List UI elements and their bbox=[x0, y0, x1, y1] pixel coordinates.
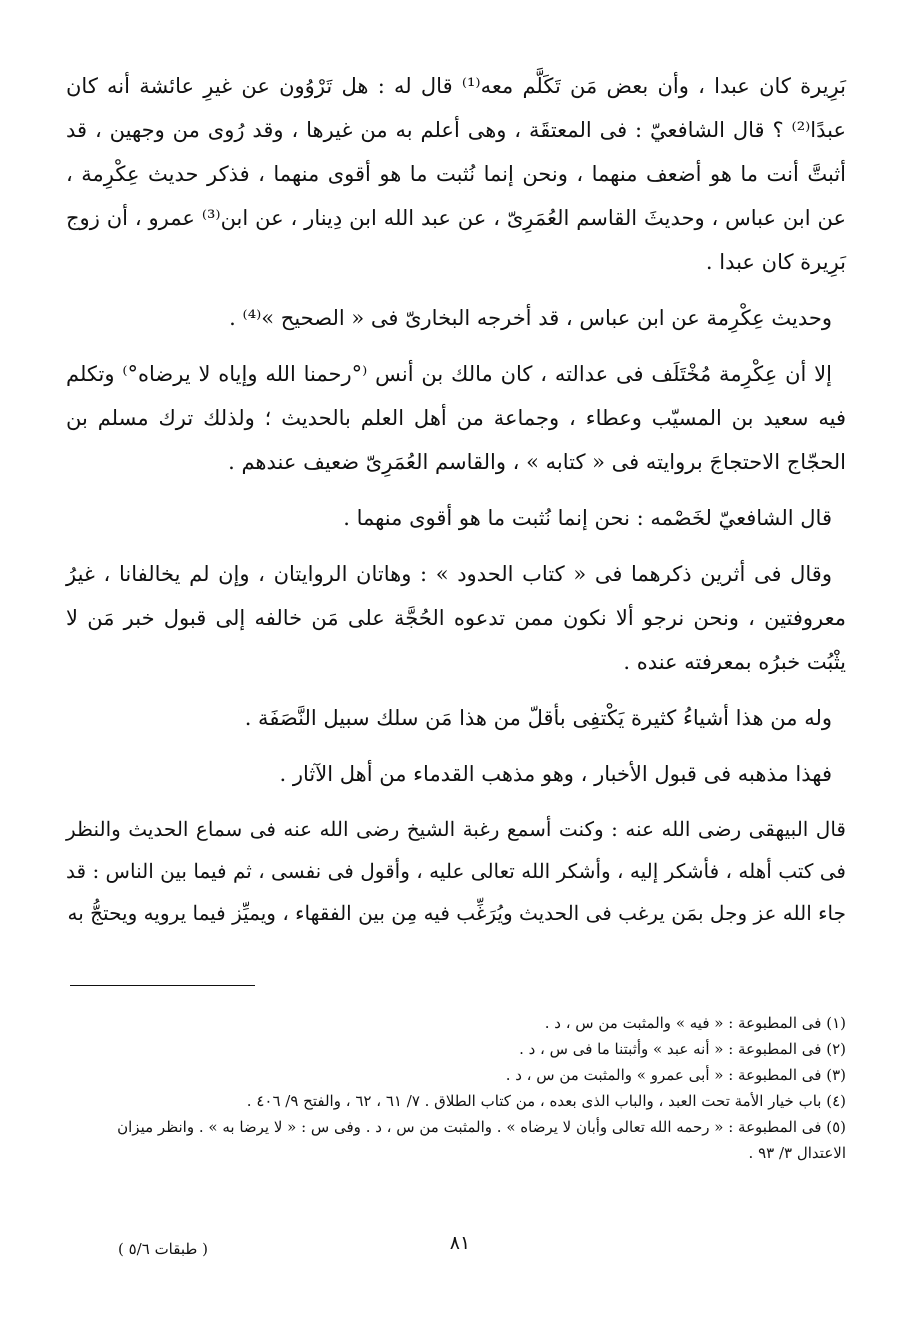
paragraph-5: وقال فى أثرين ذكرهما فى « كتاب الحدود » : وهاتان الروايتان ، وإن لم يخالفانا ، غيرُ معروفتين ، ونحن نرجو ألا نكون ممن تدعوه الحُجَّة على مَن خالفه إلى قبول خبر مَن لا يثْبُت خبرُه بمعرفته عنده . bbox=[66, 562, 846, 674]
footnotes bbox=[66, 1010, 846, 1166]
paragraph-2: وحديث عِكْرِمة عن ابن عباس ، قد أخرجه البخارىّ فى « الصحيح »⁽⁴⁾ . bbox=[229, 306, 832, 330]
footnote-4: (٤) باب خيار الأمة تحت العبد ، والباب الذى بعده ، من كتاب الطلاق . ٧/ ٦١ ، ٦٢ ، والفتح ٩/ ٤٠٦ . bbox=[246, 1092, 846, 1110]
paragraph-3: إلا أن عِكْرِمة مُخْتَلَف فى عدالته ، كان مالك بن أنس ⁽°رحمنا الله وإياه لا يرضاه°⁾ وتكلم فيه سعيد بن المسيّب وعطاء ، وجماعة من أهل العلم بالحديث ؛ ولذلك ترك مسلم بن الحجّاج الاحتجاجَ بروايته فى « كتابه » ، والقاسم العُمَرِىّ ضعيف عندهم . bbox=[66, 362, 846, 474]
main-text bbox=[66, 64, 846, 946]
paragraph-8: قال البيهقى رضى الله عنه : وكنت أسمع رغبة الشيخ رضى الله عنه فى سماع الحديث والنظر فى كتب أهله ، فأشكر إليه ، وأشكر الله تعالى عليه ، وأقول فى نفسى ، ثم فيما بين الناس : قد جاء الله عز وجل بمَن يرغب فى الحديث ويُرَغِّب فيه مِن بين الفقهاء ، ويميِّز فيما يرويه ويحتجُّ به bbox=[66, 817, 846, 925]
signature-mark: ( طبقات ٥/٦ ) bbox=[118, 1240, 208, 1258]
footnote-1: (١) فى المطبوعة : « فيه » والمثبت من س ، د . bbox=[544, 1014, 846, 1032]
paragraph-1: بَرِيرة كان عبدا ، وأن بعض مَن تَكَلَّم معه⁽¹⁾ قال له : هل تَرْوُون عن غيرِ عائشة أنه كان عبدًا⁽²⁾ ؟ قال الشافعيّ : فى المعتقَة ، وهى أعلم به من غيرها ، وقد رُوى من وجهين ، قد أثبتَّ أنت ما هو أضعف منهما ، ونحن إنما نُثبت ما هو أقوى منهما ، فذكر حديث عِكْرِمة ، عن ابن عباس ، وحديثَ القاسم العُمَرِىّ ، عن عبد الله ابن دِينار ، عن ابن⁽³⁾ عمرو ، أن زوج بَرِيرة كان عبدا . bbox=[66, 74, 847, 274]
paragraph-4: قال الشافعيّ لخَصْمه : نحن إنما نُثبت ما هو أقوى منهما . bbox=[343, 506, 832, 530]
footnote-2: (٢) فى المطبوعة : « أنه عبد » وأثبتنا ما فى س ، د . bbox=[519, 1040, 846, 1058]
paragraph-7: فهذا مذهبه فى قبول الأخبار ، وهو مذهب القدماء من أهل الآثار . bbox=[279, 762, 832, 786]
paragraph-6: وله من هذا أشياءُ كثيرة يَكْتفِى بأقلّ من هذا مَن سلك سبيل النَّصَفَة . bbox=[244, 706, 832, 730]
footnote-divider bbox=[70, 985, 255, 986]
footnote-5: (٥) فى المطبوعة : « رحمه الله تعالى وأبان لا يرضاه » . والمثبت من س ، د . وفى س : « لا يرضا به » . وانظر ميزان الاعتدال ٣/ ٩٣ . bbox=[117, 1118, 846, 1162]
footnote-3: (٣) فى المطبوعة : « أبى عمرو » والمثبت من س ، د . bbox=[505, 1066, 846, 1084]
page-number: ٨١ bbox=[449, 1232, 471, 1254]
